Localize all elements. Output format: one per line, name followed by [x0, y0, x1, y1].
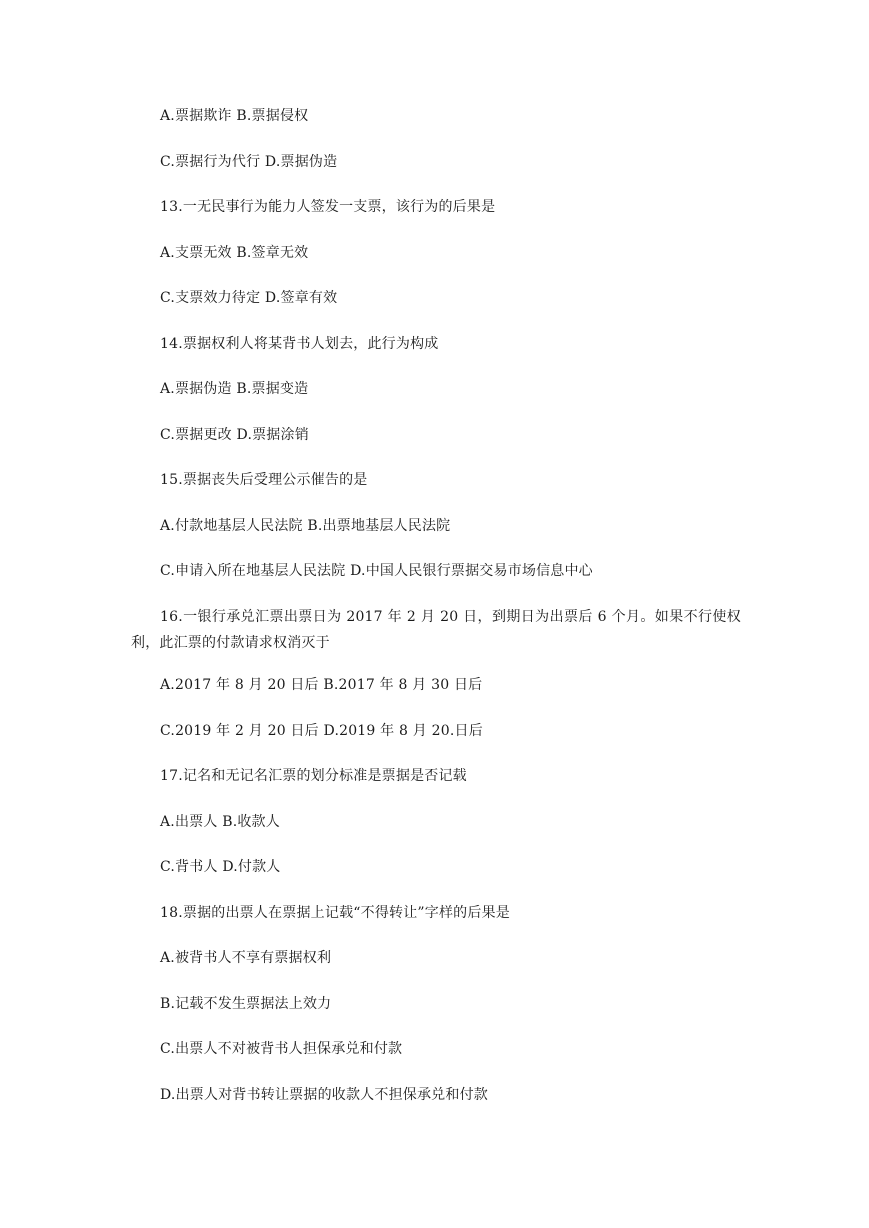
- question-18: 18.票据的出票人在票据上记载“不得转让”字样的后果是: [160, 905, 510, 921]
- option-line-12-ab: A.票据欺诈 B.票据侵权: [160, 108, 309, 124]
- option-line-14-ab: A.票据伪造 B.票据变造: [160, 381, 309, 397]
- question-16: 16.一银行承兑汇票出票日为 2017 年 2 月 20 日，到期日为出票后 6 个月。如果不行使权利，此汇票的付款请求权消灭于: [131, 609, 741, 651]
- option-line-12-cd: C.票据行为代行 D.票据伪造: [160, 154, 338, 170]
- option-18-a: A.被背书人不享有票据权利: [160, 950, 332, 966]
- option-line-14-cd: C.票据更改 D.票据涂销: [160, 427, 309, 443]
- option-line-16-ab: A.2017 年 8 月 20 日后 B.2017 年 8 月 30 日后: [160, 677, 483, 693]
- option-line-15-cd: C.申请入所在地基层人民法院 D.中国人民银行票据交易市场信息中心: [160, 563, 593, 579]
- option-line-15-ab: A.付款地基层人民法院 B.出票地基层人民法院: [160, 518, 451, 534]
- question-17: 17.记名和无记名汇票的划分标准是票据是否记载: [160, 768, 467, 784]
- option-18-d: D.出票人对背书转让票据的收款人不担保承兑和付款: [160, 1087, 488, 1103]
- option-line-13-cd: C.支票效力待定 D.签章有效: [160, 290, 338, 306]
- option-line-17-ab: A.出票人 B.收款人: [160, 814, 280, 830]
- option-line-17-cd: C.背书人 D.付款人: [160, 859, 281, 875]
- option-18-c: C.出票人不对被背书人担保承兑和付款: [160, 1041, 403, 1057]
- option-line-13-ab: A.支票无效 B.签章无效: [160, 245, 309, 261]
- option-18-b: B.记载不发生票据法上效力: [160, 996, 332, 1012]
- question-13: 13.一无民事行为能力人签发一支票，该行为的后果是: [160, 199, 496, 215]
- option-line-16-cd: C.2019 年 2 月 20 日后 D.2019 年 8 月 20.日后: [160, 723, 483, 739]
- question-14: 14.票据权利人将某背书人划去，此行为构成: [160, 336, 439, 352]
- question-15: 15.票据丧失后受理公示催告的是: [160, 472, 368, 488]
